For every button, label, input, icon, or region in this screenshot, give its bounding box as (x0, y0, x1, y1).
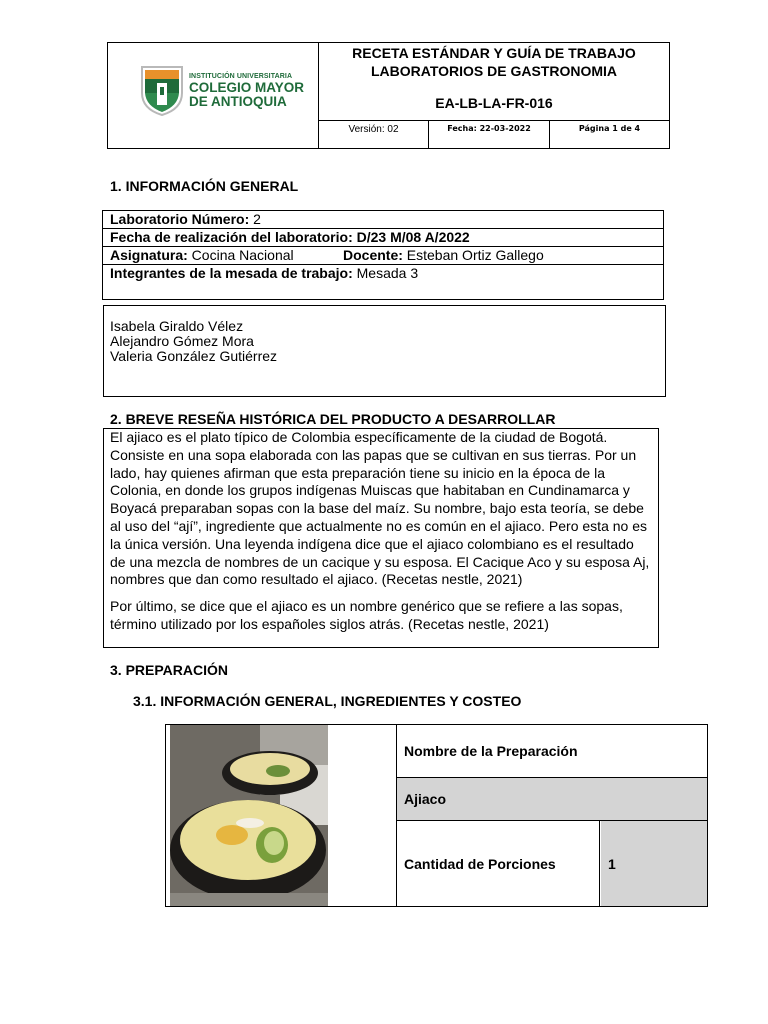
doc-title-line1: RECETA ESTÁNDAR Y GUÍA DE TRABAJO (352, 45, 636, 61)
preparation-table (165, 724, 708, 907)
title-cell (319, 43, 669, 121)
lab-number-label: Laboratorio Número: (110, 211, 250, 227)
history-paragraph: Por último, se dice que el ajiaco es un nombre genérico que se refiere a las sopas, término utilizado por los españoles siglos atrás. (Recetas nestle, 2021) (110, 598, 623, 632)
section3-heading: 3. PREPARACIÓN (110, 662, 228, 678)
teacher-value: Esteban Ortiz Gallego (402, 247, 544, 263)
logo-line2: COLEGIO MAYOR (189, 80, 305, 95)
ajiaco-photo (170, 725, 328, 906)
subject-value: Cocina Nacional (187, 247, 294, 263)
institution-logo-icon (138, 63, 186, 117)
section1-heading: 1. INFORMACIÓN GENERAL (110, 178, 299, 194)
doc-code: EA-LB-LA-FR-016 (435, 95, 553, 111)
teacher-field (343, 247, 544, 264)
subject-label: Asignatura: (110, 247, 188, 263)
section3-subheading: 3.1. INFORMACIÓN GENERAL, INGREDIENTES Y COSTEO (133, 693, 522, 709)
version-cell: Versión: 02 (319, 121, 429, 148)
team-value: Mesada 3 (352, 265, 419, 281)
logo-cell (108, 43, 319, 148)
member-name: Alejandro Gómez Mora (110, 333, 254, 349)
logo-line3: DE ANTIOQUIA (189, 94, 287, 109)
subject-row (103, 247, 663, 265)
team-label: Integrantes de la mesada de trabajo: (110, 265, 353, 281)
member-name: Isabela Giraldo Vélez (110, 318, 244, 334)
prep-name-value: Ajiaco (397, 778, 707, 821)
members-box (103, 305, 666, 397)
date-cell: Fecha: 22-03-2022 (429, 121, 550, 148)
logo-line1: INSTITUCIÓN UNIVERSITARIA (189, 73, 293, 80)
member-name: Valeria González Gutiérrez (110, 348, 278, 364)
portions-label: Cantidad de Porciones (397, 821, 600, 906)
portions-value: 1 (601, 821, 707, 906)
doc-title-line2: LABORATORIOS DE GASTRONOMIA (370, 63, 618, 79)
teacher-label: Docente: (343, 247, 403, 263)
lab-date-row: Fecha de realización del laboratorio: D/23 M/08 A/2022 (103, 229, 663, 247)
document-header (107, 42, 670, 149)
section2-heading: 2. BREVE RESEÑA HISTÓRICA DEL PRODUCTO A DESARROLLAR (110, 411, 556, 427)
page-cell: Página 1 de 4 (578, 124, 641, 133)
info-table (102, 210, 664, 300)
lab-number-value: 2 (249, 211, 261, 227)
prep-name-label: Nombre de la Preparación (397, 725, 707, 778)
lab-number-row (103, 211, 663, 229)
team-row (103, 265, 418, 282)
history-box (103, 428, 659, 648)
history-paragraph: El ajiaco es el plato típico de Colombia específicamente de la ciudad de Bogotá. Consiste en una sopa elaborada con las papas que se cultivan en sus tierras. Por un lado, hay quienes afirman que esta preparación tiene su inicio en la época de la Colonia, en donde los grupos indígenas Muiscas que habitaban en Cundinamarca y Boyacá preparaban sopas con la base del maíz. Su nombre, bajo esta teoría, se debe al uso del “ají”, ingrediente que actualmente no es común en el ajiaco. Pero esta no es la única versión. Una leyenda indígena dice que el ajiaco colombiano es el resultado de una mezcla de nombres de un cacique y su esposa. El Cacique Aco y su esposa Aj, nombres que dan como resultado el ajiaco. (Recetas nestle, 2021) (110, 429, 650, 588)
